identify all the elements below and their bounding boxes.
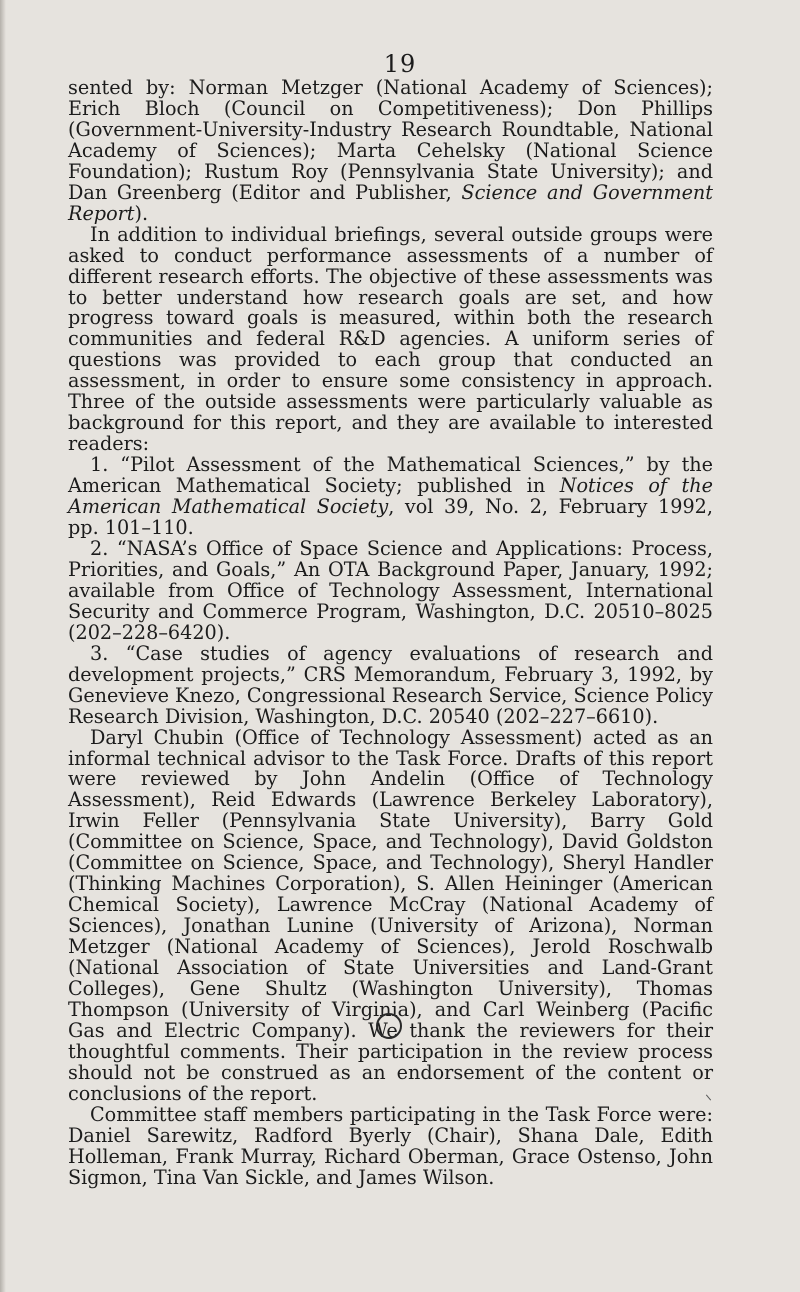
paragraph-text: Daryl Chubin (Office of Technology Assessment) acted as an informal technical advisor to the Task Force. Drafts of this report were reviewed by John Andelin (Office of Technology Assessment), Reid Edwards (Lawrence Berkeley Laboratory), Irwin Feller (Pennsylvania State University), Barry Gold (Committee on Science, Space, and Technology), David Goldston (Committee on Science, Space, and Technology), Sheryl Handler (Thinking Machines Corporation), S. Allen Heininger (American Chemical Society), Lawrence McCray (National Academy of Sciences), Jonathan Lunine (University of Arizona), Norman Metzger (National Academy of Sciences), Jerold Roschwalb (National Association of State Universities and Land-Grant Colleges), Gene Shultz (Washington University), Thomas Thompson (University of Virginia), and Carl Weinberg (Pacific Gas and Electric Company). We thank the reviewers for their thoughtful comments. Their participation in the review process should not be construed as an endorsement of the content or conclusions of the report. (68, 725, 713, 1105)
journal-title: Notices of the American Mathematical Society (68, 474, 713, 519)
publication-title: Science and Government Report (68, 180, 714, 225)
paragraph-continuation (68, 78, 713, 225)
paragraph-text: ). (134, 201, 149, 225)
list-item-text: 2. “NASA’s Office of Space Science and Applications: Process, Priorities, and Goals,” An OTA Background Paper, January, 1992; available from Office of Technology Assessment, International Security and Commerce Program, Washington, D.C. 20510–8025 (202–228–6420). (68, 536, 713, 644)
page-left-edge-shadow (0, 0, 6, 1292)
list-item-3 (68, 641, 713, 728)
list-item-text: 3. “Case studies of agency evaluations of research and development projects,” CRS Memorandum, February 3, 1992, by Genevieve Knezo, Congressional Research Service, Science Policy Research Division, Washington, D.C. 20540 (202–227–6610). (68, 641, 713, 728)
paragraph-reviewers (68, 725, 713, 1105)
list-item-1 (68, 455, 713, 539)
list-item-text: , vol 39, No. 2, February 1992, pp. 101–110. (68, 495, 713, 540)
page-number: 19 (383, 50, 417, 78)
paragraph-outside-assessments (68, 222, 713, 456)
paragraph-staff (68, 1102, 713, 1189)
paragraph-text: In addition to individual briefings, several outside groups were asked to conduct performance assessments of a number of different research efforts. The objective of these assessments was to better understand how research goals are set, and how progress toward goals is measured, within both the research communities and federal R&D agencies. A uniform series of questions was provided to each group that conducted an assessment, in order to ensure some consistency in approach. Three of the outside assessments were particularly valuable as background for this report, and they are available to interested readers: (68, 222, 713, 456)
list-item-2 (68, 536, 713, 644)
paragraph-text: Committee staff members participating in the Task Force were: Daniel Sarewitz, Radford Byerly (Chair), Shana Dale, Edith Holleman, Frank Murray, Richard Oberman, Grace Ostenso, John Sigmon, Tina Van Sickle, and James Wilson. (68, 1102, 713, 1189)
circle-end-mark-icon (376, 1013, 402, 1039)
paragraph-text: sented by: Norman Metzger (National Academy of Sciences); Erich Bloch (Council on Competitiveness); Don Phillips (Government-University-Industry Research Roundtable, National Academy of Sciences); Marta Cehelsky (National Science Foundation); Rustum Roy (Pennsylvania State University); and Dan Greenberg (Editor and Publisher, (68, 76, 713, 204)
list-item-text: 1. “Pilot Assessment of the Mathematical Sciences,” by the American Mathematical Society; published in (68, 453, 713, 498)
